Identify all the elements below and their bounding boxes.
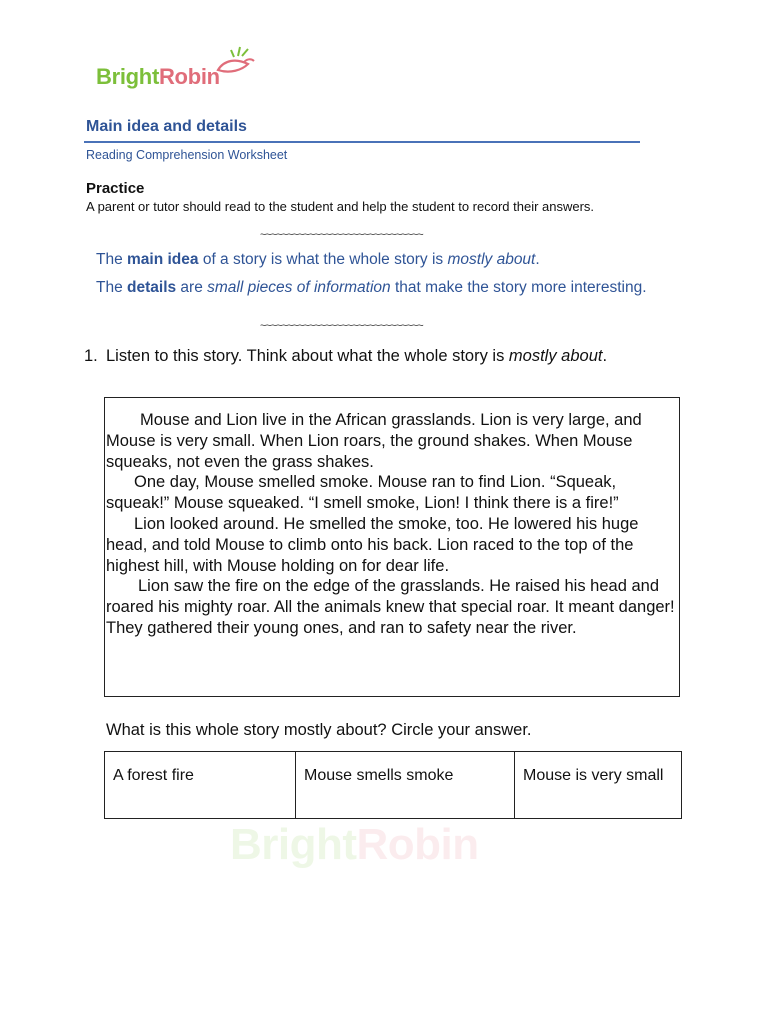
title-divider [84,141,640,143]
def-text: of a story is what the whole story is [198,251,448,268]
logo-bright-text: Bright [96,64,159,89]
story-paragraph: One day, Mouse smelled smoke. Mouse ran to find Lion. “Squeak, squeak!” Mouse squeaked. “I smell smoke, Lion! I think there is a fire!” [106,473,619,513]
story-paragraph: Mouse and Lion live in the African grasslands. Lion is very large, and Mouse is very small. When Lion roars, the ground shakes. When Mouse squeaks, not even the grass shakes. [106,411,642,471]
logo-wordmark [96,64,220,90]
worksheet-subtitle: Reading Comprehension Worksheet [86,148,288,162]
def-term: main idea [127,251,199,268]
question-text-part: Listen to this story. Think about what the whole story is [106,347,509,365]
answer-row [105,752,682,819]
story-text [106,410,678,639]
watermark-bright: Bright [230,820,357,869]
answer-choices-table [104,751,682,819]
worksheet-title: Main idea and details [86,118,247,135]
separator-top: ~~~~~~~~~~~~~~~~~~~~~~~~~~~~~~ [260,229,423,241]
def-text: . [535,251,540,268]
robin-bird-icon [214,44,256,76]
def-emphasis: mostly about [447,251,536,268]
answer-choice-a[interactable]: A forest fire [105,752,296,819]
main-idea-definition [96,250,656,269]
story-paragraph: Lion saw the fire on the edge of the grasslands. He raised his head and roared his mighty roar. All the animals knew that special roar. It meant danger! They gathered their young ones, and ran to safety near the river. [106,577,675,637]
def-term: details [127,279,177,296]
def-text: The [96,251,128,268]
def-emphasis: small pieces of information [207,279,391,296]
question-text [106,346,676,367]
def-text: The [96,279,128,296]
separator-bottom: ~~~~~~~~~~~~~~~~~~~~~~~~~~~~~~ [260,320,423,332]
def-text: are [176,279,208,296]
practice-heading: Practice [86,180,145,197]
question-number: 1. [84,347,98,365]
answer-prompt: What is this whole story mostly about? Circle your answer. [106,721,532,739]
answer-choice-c[interactable]: Mouse is very small [515,752,682,819]
answer-choice-b[interactable]: Mouse smells smoke [296,752,515,819]
brightrobin-logo [96,44,256,94]
details-definition [96,278,656,297]
practice-instructions: A parent or tutor should read to the student and help the student to record their answers. [86,199,595,214]
question-emphasis: mostly about [508,347,603,365]
logo-robin-text: Robin [158,64,220,89]
story-paragraph: Lion looked around. He smelled the smoke, too. He lowered his huge head, and told Mouse to climb onto his back. Lion raced to the top of the highest hill, with Mouse holding on for dear life. [106,514,639,575]
watermark-robin: Robin [356,820,479,869]
brightrobin-watermark [230,820,479,870]
question-text-part: . [602,347,608,365]
def-text: that make the story more interesting. [390,279,647,296]
